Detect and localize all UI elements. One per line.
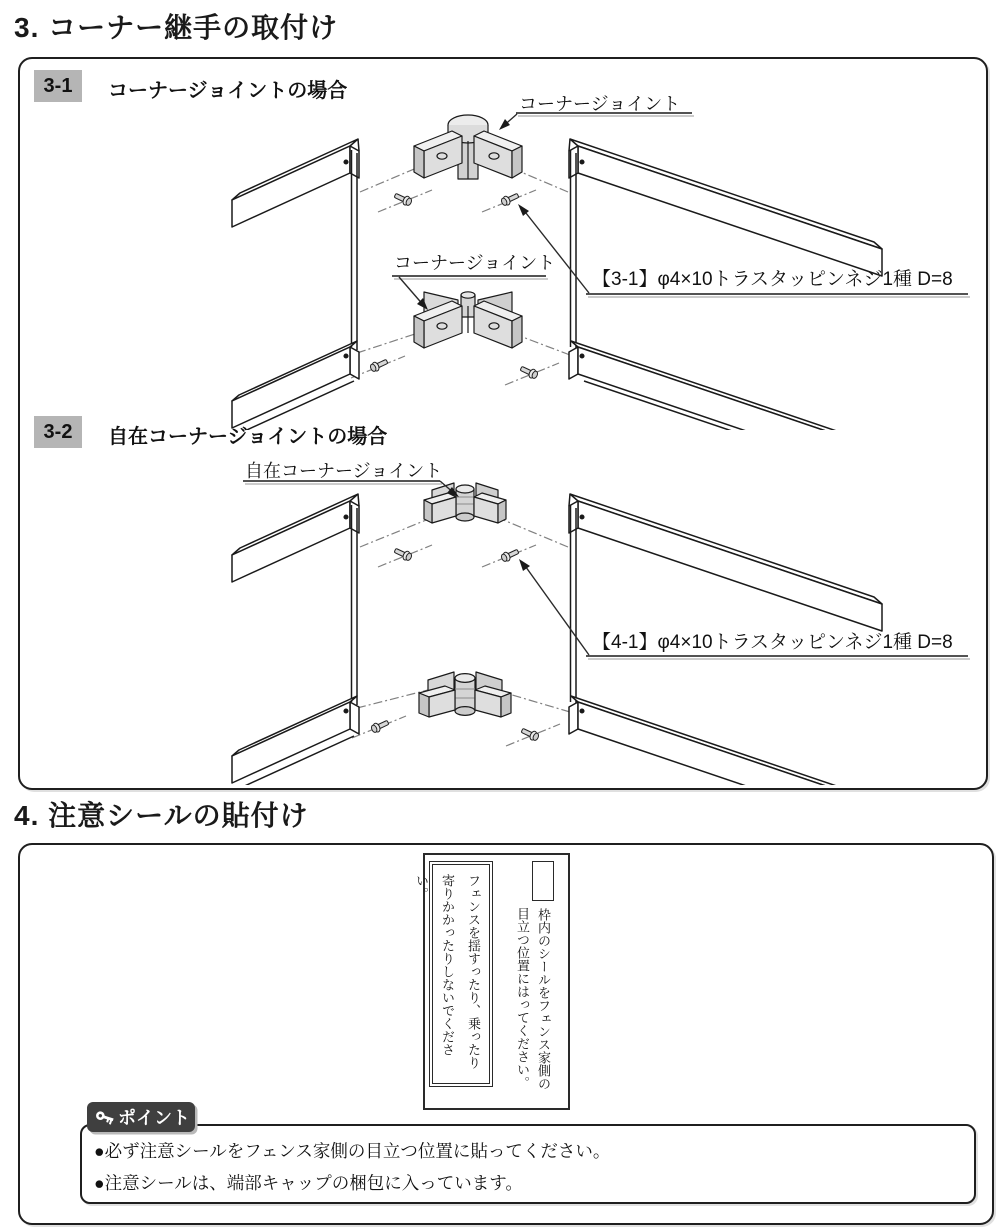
point-badge-label: ポイント bbox=[118, 1108, 190, 1128]
corner-joint-mid-illustration bbox=[414, 292, 522, 348]
label-free-corner-joint: 自在コーナージョイント bbox=[245, 461, 443, 481]
seal-note-line-1 bbox=[532, 861, 554, 1103]
seal-frame-swatch bbox=[532, 861, 554, 901]
seal-note-line-2: 目立つ位置にはってください。 bbox=[515, 907, 530, 1089]
sticker-line-1: フェンスを揺すったり、乗ったり bbox=[466, 874, 481, 1069]
corner-joint-diagram bbox=[225, 85, 975, 430]
section3-title: 3. コーナー継手の取付け bbox=[14, 12, 339, 43]
caution-seal-panel bbox=[414, 853, 570, 1110]
free-corner-joint-bottom-illustration bbox=[419, 672, 511, 717]
point-bullet-1: ●必ず注意シールをフェンス家側の目立つ位置に貼ってください。 bbox=[94, 1141, 611, 1161]
step-badge-3-2: 3-2 bbox=[34, 416, 82, 448]
sticker-line-2: 寄りかかったりしないでください。 bbox=[414, 874, 455, 1056]
seal-instruction-text bbox=[513, 861, 554, 1103]
fence-frame-left bbox=[232, 494, 359, 785]
screw-icons bbox=[369, 191, 539, 380]
point-bullet-2: ●注意シールは、端部キャップの梱包に入っています。 bbox=[94, 1173, 523, 1193]
fence-frame-left bbox=[232, 139, 359, 430]
point-badge bbox=[87, 1102, 195, 1132]
step-badge-3-1: 3-1 bbox=[34, 70, 82, 102]
seal-note-line-1-text: 枠内のシールをフェンス家側の bbox=[536, 908, 551, 1090]
callout-screw-3-1: 【3-1】φ4×10トラスタッピンネジ1種 D=8 bbox=[592, 269, 953, 290]
sub-heading-3-2: 自在コーナージョイントの場合 bbox=[108, 426, 388, 448]
caution-sticker-text bbox=[414, 864, 490, 1084]
caution-sticker bbox=[414, 861, 493, 1087]
free-corner-joint-top-illustration bbox=[424, 483, 506, 523]
callout-screw-4-1: 【4-1】φ4×10トラスタッピンネジ1種 D=8 bbox=[592, 632, 953, 653]
label-corner-joint-top: コーナージョイント bbox=[519, 94, 681, 114]
label-corner-joint-mid: コーナージョイント bbox=[394, 253, 556, 273]
key-icon bbox=[94, 1107, 114, 1127]
section4-title: 4. 注意シールの貼付け bbox=[14, 800, 309, 831]
sub-heading-3-1: コーナージョイントの場合 bbox=[108, 80, 348, 102]
